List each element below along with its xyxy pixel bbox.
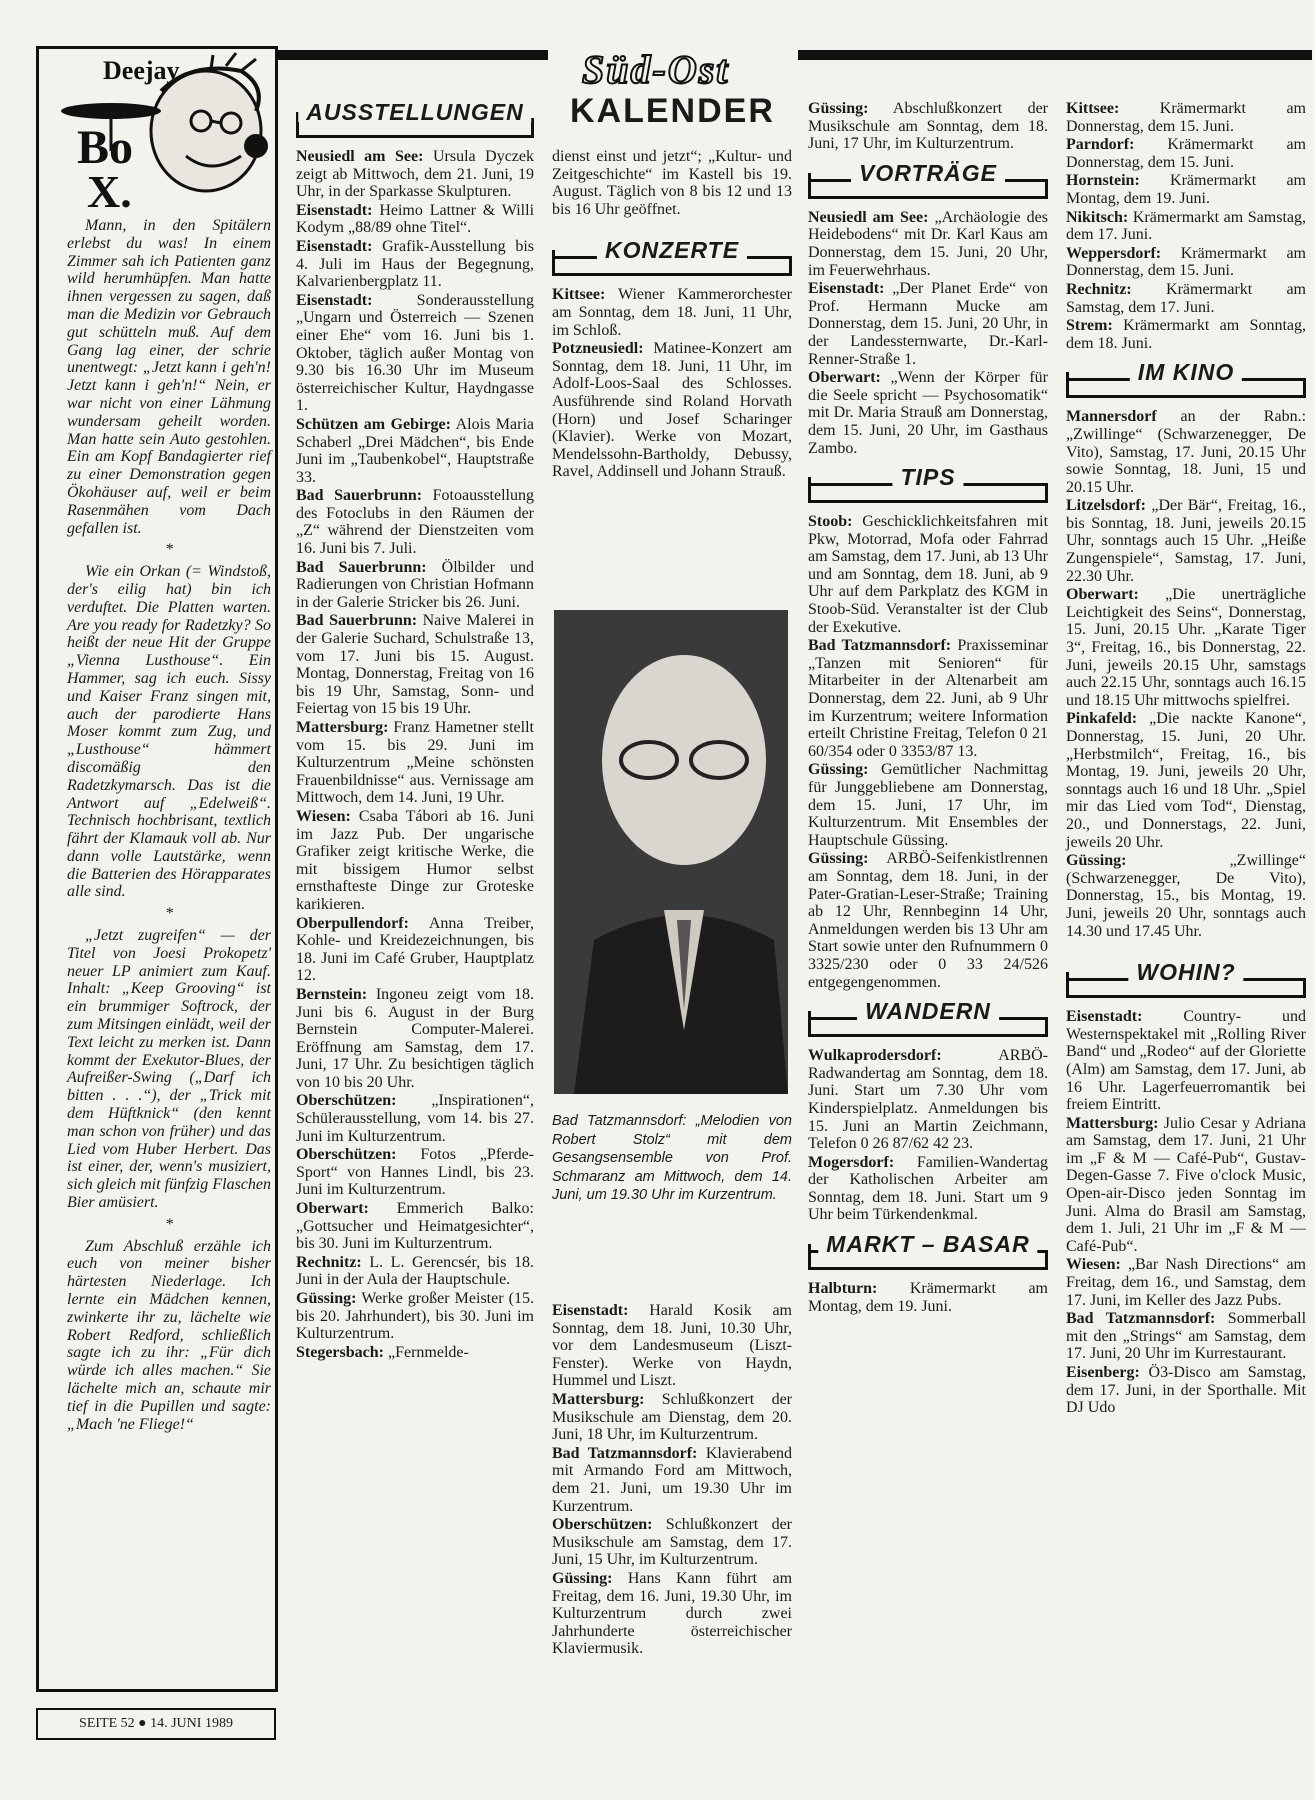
listing-text: Emmerich Balko: „Gottsucher und Heimatgesichter“, bis 30. Juni im Kulturzentrum. — [296, 1200, 534, 1253]
listing-entry — [808, 100, 1048, 153]
listing-text: Krämermarkt am Donnerstag, dem 15. Juni. — [1066, 100, 1306, 135]
listing-place: Litzelsdorf: — [1066, 497, 1146, 515]
listing-entry — [1066, 209, 1306, 244]
listing-text: Naive Malerei in der Galerie Suchard, Schulstraße 13, vom 17. Juni bis 15. August. Montag, Donnerstag, Freitag von 16 bis 19 Uhr, Samstag, Sonn- und Feiertag von 15 bis 19 Uhr. — [296, 612, 534, 718]
listing-place: Oberwart: — [296, 1200, 369, 1218]
listing-text: Alois Maria Schaberl „Drei Mädchen“, bis Ende Juni im „Taubenkobel“, Hauptstraße 33. — [296, 415, 534, 486]
listing-text: Hans Kann führt am Freitag, dem 16. Juni, 19.30 Uhr, im Kulturzentrum durch zwei Jahrhunderte österreichischer Klaviermusik. — [552, 1569, 793, 1658]
listing-text: „Der Planet Erde“ von Prof. Hermann Mucke am Donnerstag, dem 15. Juni, 20 Uhr, in der Landessternwarte, Dr.-Karl-Renner-Straße 1. — [808, 280, 1048, 368]
listing-entry — [552, 286, 792, 339]
listing-list — [552, 286, 792, 481]
listing-text: Schlußkonzert der Musikschule am Samstag, dem 17. Juni, 15 Uhr, im Kulturzentrum. — [552, 1516, 792, 1569]
portrait-photo — [554, 610, 788, 1094]
listing-text: Krämermarkt am Samstag, dem 17. Juni. — [1066, 208, 1306, 244]
listing-text: Harald Kosik am Sonntag, dem 18. Juni, 10.30 Uhr, vor dem Landesmuseum (Liszt-Fenster). Werke von Haydn, Hummel und Liszt. — [552, 1302, 792, 1390]
listing-list — [808, 1280, 1048, 1315]
listing-list — [1066, 408, 1306, 940]
listing-place: Eisenstadt: — [296, 201, 373, 219]
deejay-paragraph: „Jetzt zugreifen“ — der Titel von Joesi Prokopetz' neuer LP animiert zum Kauf. Inhalt: „Keep Grooving“ ist ein brummiger Softrock, der zum Mitsingen einlädt, weil der Text leicht zu merken ist. Dann kommt der Exekutor-Blues, der Aufreißer-Swing („Darf ich bitten . . .“), der „Trick mit dem Hüftknick“ (den kennt man schon von früher) und das Lied vom Huber Herbert. Das ist einer, der, wenn's musiziert, sich gleich mit fünfzig Flaschen Bier amüsiert. — [67, 927, 271, 1212]
listing-entry — [296, 612, 534, 718]
listing-entry — [808, 280, 1048, 368]
listing-text: Krämermarkt am Donnerstag, dem 15. Juni. — [1066, 244, 1306, 280]
listing-entry — [296, 915, 534, 985]
listing-place: Mattersburg: — [296, 719, 389, 736]
listing-entry — [1066, 317, 1306, 352]
listing-entry — [1066, 852, 1306, 940]
listing-place: Oberschützen: — [552, 1516, 653, 1534]
listing-text: Anna Treiber, Kohle- und Kreidezeichnungen, bis 18. Juni im Café Gruber, Hauptplatz 12. — [296, 914, 534, 985]
listing-entry — [296, 1092, 534, 1145]
listing-text: an der Rabn.: „Zwillinge“ (Schwarzenegger, De Vito), Samstag, 17. Juni, 20.15 Uhr sowie Sonntag, 18. Juni, 15 und 20.15 Uhr. — [1066, 408, 1307, 496]
listing-entry — [296, 559, 534, 612]
page-number: SEITE 52 — [79, 1716, 135, 1731]
listing-entry — [296, 202, 534, 237]
listing-entry — [1066, 1008, 1306, 1114]
listing-entry — [296, 1146, 534, 1199]
deejay-paragraph: Wie ein Orkan (= Windstoß, der's eilig hat) bin ich verduftet. Die Platten warten. Are you ready for Radetzky? So heißt der neue Hit der Gruppe „Vienna Lusthouse“. Ein Hammer, sag ich euch. Sissy und Kaiser Franz singen mit, auch der parodierte Hans Moser kommt zum Zug, und „Lusthouse“ hämmert discomäßig den Radetzkymarsch. Das ist die Antwort auf „Edelweiß“. Technisch hochbrisant, textlich fährt der Klamauk voll ab. Nur dann volle Lautstärke, wenn die Batterien des Hörapparates alle sind. — [67, 563, 271, 901]
listing-place: Güssing: — [296, 1290, 357, 1307]
listing-text: Krämermarkt am Donnerstag, dem 15. Juni. — [1066, 136, 1306, 171]
listing-place: Mannersdorf — [1066, 408, 1157, 426]
listing-place: Wiesen: — [1066, 1256, 1121, 1274]
column-konzerte — [552, 148, 792, 482]
listing-place: Mattersburg: — [1066, 1114, 1159, 1132]
deejay-paragraph: Zum Abschluß erzähle ich euch von meiner bisher härtesten Niederlage. Ich lernte ein Mädchen kennen, zwinkerte ihr zu, lächelte wie Robert Redford, schließlich sagte ich zu ihr: „Für dich würde ich alles machen.“ Sie lächelte mich an, schaute mir tief in die Pupillen und sagte: „Mach 'ne Fliege!“ — [67, 1237, 271, 1433]
listing-entry — [296, 148, 534, 201]
listing-entry — [1066, 1115, 1306, 1256]
portrait-icon — [554, 610, 788, 1094]
listing-place: Oberschützen: — [296, 1092, 397, 1110]
listing-place: Güssing: — [552, 1569, 613, 1587]
listing-text: „Der Bär“, Freitag, 16., bis Sonntag, 18. Juni, jeweils 20.15 Uhr, sonntags auch 15 Uhr. „Heiße Zungenspiele“, Samstag, 17. Juni, 22.30 Uhr. — [1066, 497, 1307, 585]
logo-line3: X. — [87, 166, 132, 211]
listing-entry — [1066, 245, 1306, 280]
listing-place: Oberschützen: — [296, 1146, 397, 1164]
listing-text: Matinee-Konzert am Sonntag, dem 18. Juni, 11 Uhr, im Adolf-Loos-Saal des Schlosses. Ausführende sind Roland Horvath (Horn) und Josef Scharinger (Klavier). Werke von Mozart, Mendelssohn-Bartholdy, Debussy, Ravel, Addinsell und Johann Strauß. — [552, 340, 792, 481]
listing-entry — [552, 1391, 792, 1444]
listing-text: Fotos „Pferde-Sport“ von Hannes Lindl, bis 23. Juni im Kulturzentrum. — [296, 1146, 534, 1199]
section-header-im-kino — [1066, 359, 1306, 398]
listing-entry — [808, 513, 1048, 636]
deejay-paragraph: Mann, in den Spitälern erlebst du was! In einem Zimmer sah ich Patienten ganz wild herumhüpfen. Man hatte ihnen vergessen zu sagen, daß man die Medizin vor Gebrauch gut schütteln muß. Auf dem Gang lag einer, der schrie unentwegt: „Jetzt kann i geh'n! Jetzt kann i geh'n!“ Nein, er war nicht von einer Lähmung wundersam geheilt worden. Man hatte sein Auto gestohlen. Ein am Kopf Bandagierter rief zu einer Demonstration gegen Ökohäuser auf, weil er beim Rasenmähen vom Dach gefallen ist. — [67, 217, 271, 537]
listing-place: Bad Sauerbrunn: — [296, 487, 423, 505]
listing-place: Eisenstadt: — [296, 291, 373, 309]
listing-text: Gemütlicher Nachmittag für Junggebliebene am Donnerstag, dem 15. Juni, 17 Uhr, im Kulturzentrum. Mit Ensembles der Hauptschule Güssing. — [808, 761, 1049, 849]
listing-text: Geschicklichkeitsfahren mit Pkw, Motorrad, Mofa oder Fahrrad am Samstag, dem 17. Juni, ab 13 Uhr und am Sonntag, dem 18. Juni, ab 9 Uhr auf dem Parkplatz des KGM in Stoob-Süd. Veranstalter ist der Club der Exekutive. — [808, 513, 1049, 636]
listing-list — [808, 1047, 1048, 1224]
listing-text: Franz Hametner stellt vom 15. bis 29. Juni im Kulturzentrum „Meine schönsten Frauenbildnisse“ aus. Vernissage am Mittwoch, dem 14. Juni, 19 Uhr. — [296, 719, 534, 807]
listing-text: Ölbilder und Radierungen von Christian Hofmann in der Galerie Stricker bis 26. Juni. — [296, 558, 535, 611]
listing-entry — [1066, 1256, 1306, 1309]
column-ausstellungen — [296, 92, 534, 1362]
listing-text: Schlußkonzert der Musikschule am Dienstag, dem 20. Juni, 18 Uhr, im Kulturzentrum. — [552, 1390, 792, 1444]
listing-place: Stoob: — [808, 513, 853, 531]
section-header-wohin — [1066, 959, 1306, 998]
listing-place: Bernstein: — [296, 985, 368, 1003]
deejay-logo — [41, 51, 273, 211]
listing-text: Ingoneu zeigt vom 18. Juni bis 6. August in der Burg Bernstein Computer-Malerei. Eröffnung am Samstag, dem 17. Juni, 17 Uhr. Zu besichtigen täglich von 10 bis 20 Uhr. — [296, 985, 535, 1091]
listing-place: Parndorf: — [1066, 136, 1135, 154]
listing-place: Kittsee: — [1066, 100, 1120, 117]
listing-entry — [1066, 710, 1306, 851]
listing-text: Wiener Kammerorchester am Sonntag, dem 18. Juni, 11 Uhr, im Schloß. — [552, 286, 792, 339]
listing-text: Heimo Lattner & Willi Kodym „88/89 ohne Titel“. — [296, 201, 535, 237]
listing-text: „Bar Nash Directions“ am Freitag, dem 16., und Samstag, dem 17. Juni, im Keller des Jazz Pubs. — [1066, 1256, 1306, 1309]
listing-entry — [296, 986, 534, 1092]
listing-text: Krämermarkt am Montag, dem 19. Juni. — [808, 1280, 1048, 1315]
listing-list — [1066, 100, 1306, 352]
listing-entry — [808, 761, 1048, 849]
listing-text: Csaba Tábori ab 16. Juni im Jazz Pub. Der ungarische Grafiker zeigt kritische Werke, die mit bissigem Humor selbst ernsthafteste Dinge zur Groteske karikieren. — [296, 807, 535, 913]
listing-place: Oberpullendorf: — [296, 914, 409, 932]
listing-place: Wiesen: — [296, 807, 351, 825]
listing-entry — [1066, 586, 1306, 709]
listing-text: Krämermarkt am Montag, dem 19. Juni. — [1066, 172, 1306, 207]
listing-text: Krämermarkt am Sonntag, dem 18. Juni. — [1066, 317, 1306, 352]
listing-list — [808, 513, 1048, 991]
listing-place: Eisenberg: — [1066, 1364, 1140, 1381]
section-title: AUSSTELLUNGEN — [298, 104, 531, 122]
column-konzerte-continued — [552, 1302, 792, 1659]
listing-entry — [296, 238, 534, 291]
listing-text: „Fernmelde- — [387, 1343, 469, 1361]
listing-text: Country- und Westernspektakel mit „Rolling River Band“ und „Rodeo“ auf der Gloriette (Alm) am Samstag, dem 17. Juni, ab 16 Uhr. Lagerfeuerromantik bei freiem Eintritt. — [1066, 1008, 1306, 1114]
section-header-wandern — [808, 998, 1048, 1037]
listing-place: Eisenstadt: — [808, 280, 885, 298]
listing-text: Krämermarkt am Samstag, dem 17. Juni. — [1066, 280, 1306, 316]
listing-entry — [552, 1570, 792, 1658]
listing-place: Rechnitz: — [1066, 280, 1132, 298]
listing-place: Hornstein: — [1066, 172, 1140, 190]
listing-text: Ö3-Disco am Samstag, dem 17. Juni, in der Sporthalle. Mit DJ Udo — [1066, 1364, 1306, 1417]
issue-date: 14. JUNI 1989 — [150, 1716, 233, 1731]
listing-place: Schützen am Gebirge: — [296, 415, 451, 433]
masthead-line1: Süd-Ost — [582, 47, 730, 92]
deejay-text — [67, 217, 271, 1433]
listing-list — [552, 1302, 792, 1658]
page-footer — [36, 1708, 276, 1740]
listing-entry — [1066, 281, 1306, 316]
photo-caption: Bad Tatzmannsdorf: „Melodien von Robert Stolz“ mit dem Gesangsensemble von Prof. Schmaranz am Mittwoch, dem 14. Juni, um 19.30 Uhr im Kurzentrum. — [552, 1113, 792, 1203]
section-header-vortraege — [808, 159, 1048, 199]
listing-place: Strem: — [1066, 317, 1113, 335]
listing-text: Julio Cesar y Adriana am Samstag, dem 17. Juni, 21 Uhr im „F & M — Café-Pub“, Gustav-Degen-Gasse 7. Five o'clock Music, Open-air-Disco jeden Sonntag im Juni. Alma do Brasil am Samstag, dem 1. Juli, 21 Uhr im „F & M — Café-Pub“. — [1066, 1114, 1306, 1255]
listing-place: Kittsee: — [552, 286, 606, 304]
listing-entry — [808, 1280, 1048, 1315]
listing-entry — [296, 808, 534, 914]
section-header-ausstellungen — [296, 99, 534, 138]
listing-place: Stegersbach: — [296, 1343, 384, 1361]
section-title: TIPS — [892, 469, 963, 487]
masthead-line2: KALENDER — [570, 92, 775, 130]
listing-place: Halbturn: — [808, 1280, 878, 1298]
listing-entry — [1066, 497, 1306, 585]
listing-entry — [296, 292, 534, 415]
listing-entry — [1066, 172, 1306, 207]
listing-entry — [552, 1302, 792, 1390]
listing-text: „Die unerträgliche Leichtigkeit des Seins“, Donnerstag, 15. Juni, 20.15 Uhr. „Karate Tiger 3“, Freitag, 16., bis Donnerstag, 22. Juni, jeweils 20.15 Uhr, samstags auch 22.15 Uhr, sonntags auch 16.15 und 18.15 Uhr mittwochs spielfrei. — [1066, 586, 1306, 709]
masthead — [548, 46, 798, 136]
listing-entry — [1066, 1310, 1306, 1363]
column-kino-wohin — [1066, 100, 1306, 1418]
listing-entry — [552, 340, 792, 481]
listing-place: Mattersburg: — [552, 1390, 645, 1408]
listing-place: Potzneusiedl: — [552, 340, 644, 358]
listing-entry — [808, 1047, 1048, 1153]
bullet-icon: ● — [138, 1716, 147, 1731]
listing-entry — [808, 1154, 1048, 1224]
listing-text: Fotoausstellung des Fotoclubs in den Räumen der „Z“ während der Dienstzeiten vom 16. Juni bis 7. Juli. — [296, 487, 534, 558]
listing-list — [808, 100, 1048, 153]
listing-entry — [296, 487, 534, 557]
listing-entry — [808, 369, 1048, 457]
listing-text: „Zwillinge“ (Schwarzenegger, De Vito), Donnerstag, 15., bis Montag, 19. Juni, jeweils 20 Uhr, sonntags auch 14.30 und 17.45 Uhr. — [1066, 852, 1306, 940]
separator-star: * — [165, 1215, 173, 1233]
listing-place: Güssing: — [808, 100, 869, 117]
listing-text: Abschlußkonzert der Musikschule am Sonntag, dem 18. Juni, 17 Uhr, im Kulturzentrum. — [808, 100, 1048, 153]
listing-text: Klavierabend mit Armando Ford am Mittwoch, dem 21. Juni, um 19.30 Uhr im Kurzentrum. — [552, 1444, 793, 1515]
listing-entry — [296, 1344, 534, 1362]
listing-place: Weppersdorf: — [1066, 244, 1162, 262]
listing-text: Grafik-Ausstellung bis 4. Juli im Haus der Begegnung, Kalvarienbergplatz 11. — [296, 237, 534, 291]
logo-line1: Deejay — [103, 56, 180, 85]
listing-entry — [296, 719, 534, 807]
separator-star: * — [165, 905, 173, 923]
listing-place: Bad Tatzmannsdorf: — [1066, 1310, 1216, 1328]
listing-entry — [552, 1445, 792, 1515]
listing-text: Ursula Dyczek zeigt ab Mittwoch, dem 21. Juni, 19 Uhr, in der Sparkasse Skulpturen. — [296, 148, 534, 201]
listing-text: „Archäologie des Heidebodens“ mit Dr. Karl Kaus am Donnerstag, dem 15. Juni, 20 Uhr, im Feuerwehrhaus. — [808, 208, 1048, 279]
section-header-markt-basar — [808, 1231, 1048, 1270]
listing-entry — [296, 1290, 534, 1343]
listing-list — [296, 148, 534, 1361]
column-vortraege — [808, 100, 1048, 1316]
listing-text: Praxisseminar „Tanzen mit Senioren“ für Mitarbeiter in der Altenarbeit am Donnerstag, dem 22. Juni, ab 9 Uhr im Kurzentrum; weitere Information erteilt Christine Freitag, Telefon 0 21 60/354 oder 0 3353/87 13. — [808, 637, 1049, 760]
listing-place: Oberwart: — [808, 369, 881, 387]
listing-text: Sommerball mit den „Strings“ am Samstag, dem 17. Juni, 20 Uhr im Kurrestaurant. — [1066, 1310, 1307, 1363]
listing-entry — [808, 850, 1048, 991]
listing-continuation: dienst einst und jetzt“; „Kultur- und Zeitgeschichte“ im Kastell bis 19. August. Täglich von 8 bis 12 und 13 bis 16 Uhr geöffnet. — [552, 148, 792, 218]
section-title: VORTRÄGE — [851, 165, 1005, 183]
listing-place: Mogersdorf: — [808, 1153, 895, 1171]
listing-place: Rechnitz: — [296, 1253, 362, 1271]
section-title: WANDERN — [857, 1003, 999, 1021]
listing-place: Oberwart: — [1066, 586, 1139, 604]
listing-entry — [1066, 1364, 1306, 1417]
listing-entry — [296, 416, 534, 486]
listing-text: „Wenn der Körper für die Seele spricht — Psychosomatik“ mit Dr. Maria Strauß am Donnerstag, dem 15. Juni, 20 Uhr, im Gasthaus Zambo. — [808, 369, 1049, 457]
listing-list — [1066, 1008, 1306, 1417]
listing-place: Nikitsch: — [1066, 208, 1129, 226]
listing-place: Bad Tatzmannsdorf: — [808, 637, 952, 655]
listing-place: Bad Sauerbrunn: — [296, 612, 418, 630]
section-title: KONZERTE — [597, 242, 747, 260]
listing-list — [808, 209, 1048, 457]
listing-place: Bad Tatzmannsdorf: — [552, 1444, 698, 1462]
listing-entry — [552, 1516, 792, 1569]
listing-text: ARBÖ-Seifenkistlrennen am Sonntag, dem 18. Juni, in der Pater-Gratian-Leser-Straße; Training ab 12 Uhr, Rennbeginn 14 Uhr, Anmeldungen werden bis 13 Uhr am Start sowie unter den Rufnummern 0 3325/230 oder 0 33 24/526 entgegengenommen. — [808, 850, 1048, 991]
listing-entry — [1066, 100, 1306, 135]
listing-place: Güssing: — [808, 761, 869, 779]
listing-place: Neusiedl am See: — [296, 148, 424, 165]
listing-text: ARBÖ-Radwandertag am Sonntag, dem 18. Juni. Start um 7.30 Uhr vom Kinderspielplatz. Anmeldungen bis 15. Juni an Martin Zeichmann, Telefon 0 26 87/62 42 23. — [808, 1047, 1048, 1153]
listing-text: „Die nackte Kanone“, Donnerstag, 15. Juni, 20 Uhr. „Herbstmilch“, Freitag, 16., bis Montag, 19. Juni, jeweils 20 Uhr, sonntags auch 16 und 18 Uhr. „Spiel mir das Lied vom Tod“, Dienstag, 20., und Donnerstags, 22. Juni, jeweils 20 Uhr. — [1066, 710, 1307, 851]
listing-place: Eisenstadt: — [296, 237, 373, 255]
cartoon-dj-icon — [41, 51, 273, 211]
listing-place: Eisenstadt: — [552, 1302, 629, 1319]
separator-star: * — [165, 541, 173, 559]
section-title: WOHIN? — [1128, 964, 1243, 982]
listing-entry — [296, 1200, 534, 1253]
section-header-tips — [808, 464, 1048, 503]
listing-text: Sonderausstellung „Ungarn und Österreich — Szenen einer Ehe“ vom 16. Juni bis 1. Oktober, täglich außer Montag von 9.30 bis 16.30 Uhr im Museum österreichischer Kultur, Haydngasse 1. — [296, 291, 534, 415]
listing-text: L. L. Gerencsér, bis 18. Juni in der Aula der Hauptschule. — [296, 1253, 534, 1289]
listing-entry — [808, 209, 1048, 279]
section-title: MARKT – BASAR — [818, 1236, 1037, 1254]
listing-place: Eisenstadt: — [1066, 1008, 1143, 1026]
section-header-konzerte — [552, 237, 792, 276]
listing-entry — [808, 637, 1048, 760]
deejay-box — [36, 46, 278, 1692]
listing-text: „Inspirationen“, Schülerausstellung, vom 14. bis 27. Juni im Kulturzentrum. — [296, 1092, 534, 1145]
listing-entry — [296, 1254, 534, 1289]
section-title: IM KINO — [1130, 364, 1242, 382]
logo-line2: Bo — [77, 121, 134, 174]
listing-place: Wulkaprodersdorf: — [808, 1047, 942, 1065]
listing-text: Werke großer Meister (15. bis 20. Jahrhundert), bis 30. Juni im Kulturzentrum. — [296, 1290, 534, 1343]
listing-place: Güssing: — [808, 850, 869, 868]
listing-entry — [1066, 136, 1306, 171]
listing-entry — [1066, 408, 1306, 496]
listing-place: Neusiedl am See: — [808, 208, 929, 226]
listing-text: Familien-Wandertag der Katholischen Arbeiter am Sonntag, dem 18. Juni. Start um 9 Uhr beim Türkendenkmal. — [808, 1153, 1048, 1224]
listing-place: Bad Sauerbrunn: — [296, 558, 427, 576]
listing-place: Güssing: — [1066, 852, 1127, 870]
listing-place: Pinkafeld: — [1066, 710, 1138, 728]
